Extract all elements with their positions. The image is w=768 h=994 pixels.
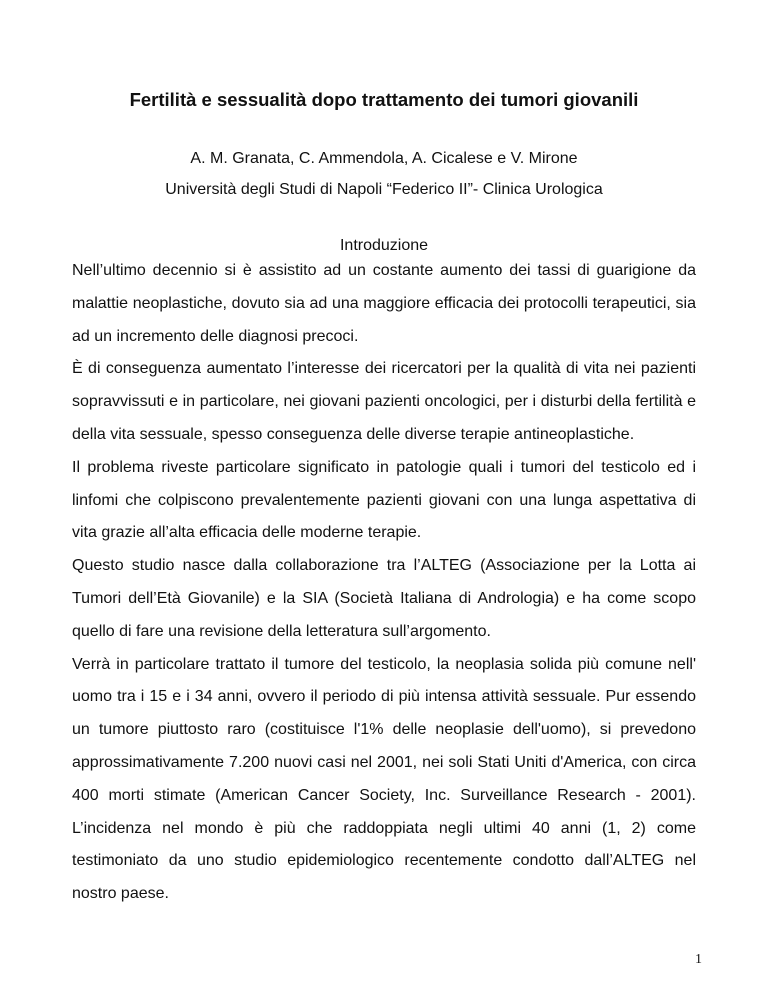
paragraph: Questo studio nasce dalla collaborazione tra l’ALTEG (Associazione per la Lotta ai Tumori dell’Età Giovanile) e la SIA (Società Italiana di Andrologia) e ha come scopo quello di fare una revisione della letteratura sull’argomento.: [72, 557, 696, 640]
body-text: [72, 255, 696, 911]
author-affiliation: Università degli Studi di Napoli “Federico II”- Clinica Urologica: [165, 181, 603, 198]
paragraph: Verrà in particolare trattato il tumore del testicolo, la neoplasia solida più comune nell' uomo tra i 15 e i 34 anni, ovvero il periodo di più intensa attività sessuale. Pur essendo un tumore piuttosto raro (costituisce l'1% delle neoplasie dell'uomo), si prevedono approssimativamente 7.200 nuovi casi nel 2001, nei soli Stati Uniti d'America, con circa 400 morti stimate (American Cancer Society, Inc. Surveillance Research - 2001). L’incidenza nel mondo è più che raddoppiata negli ultimi 40 anni (1, 2) come testimoniato da uno studio epidemiologico recentemente condotto dall’ALTEG nel nostro paese.: [72, 655, 696, 903]
section-heading-introduzione: Introduzione: [339, 237, 429, 254]
paragraph: Il problema riveste particolare significato in patologie quali i tumori del testicolo ed i linfomi che colpiscono prevalentemente pazienti giovani con una lunga aspettativa di vita grazie all’alta efficacia delle moderne terapie.: [72, 458, 696, 542]
author-list: A. M. Granata, C. Ammendola, A. Cicalese e V. Mirone: [190, 150, 578, 167]
paragraph: È di conseguenza aumentato l’interesse dei ricercatori per la qualità di vita nei pazienti sopravvissuti e in particolare, nei giovani pazienti oncologici, per i disturbi della fertilità e della vita sessuale, spesso conseguenza delle diverse terapie antineoplastiche.: [72, 360, 696, 443]
paragraph: Nell’ultimo decennio si è assistito ad un costante aumento dei tassi di guarigione da malattie neoplastiche, dovuto sia ad una maggiore efficacia dei protocolli terapeutici, sia ad un incremento delle diagnosi precoci.: [72, 262, 696, 345]
page-number: 1: [695, 952, 702, 967]
document-title: Fertilità e sessualità dopo trattamento dei tumori giovanili: [129, 89, 639, 110]
